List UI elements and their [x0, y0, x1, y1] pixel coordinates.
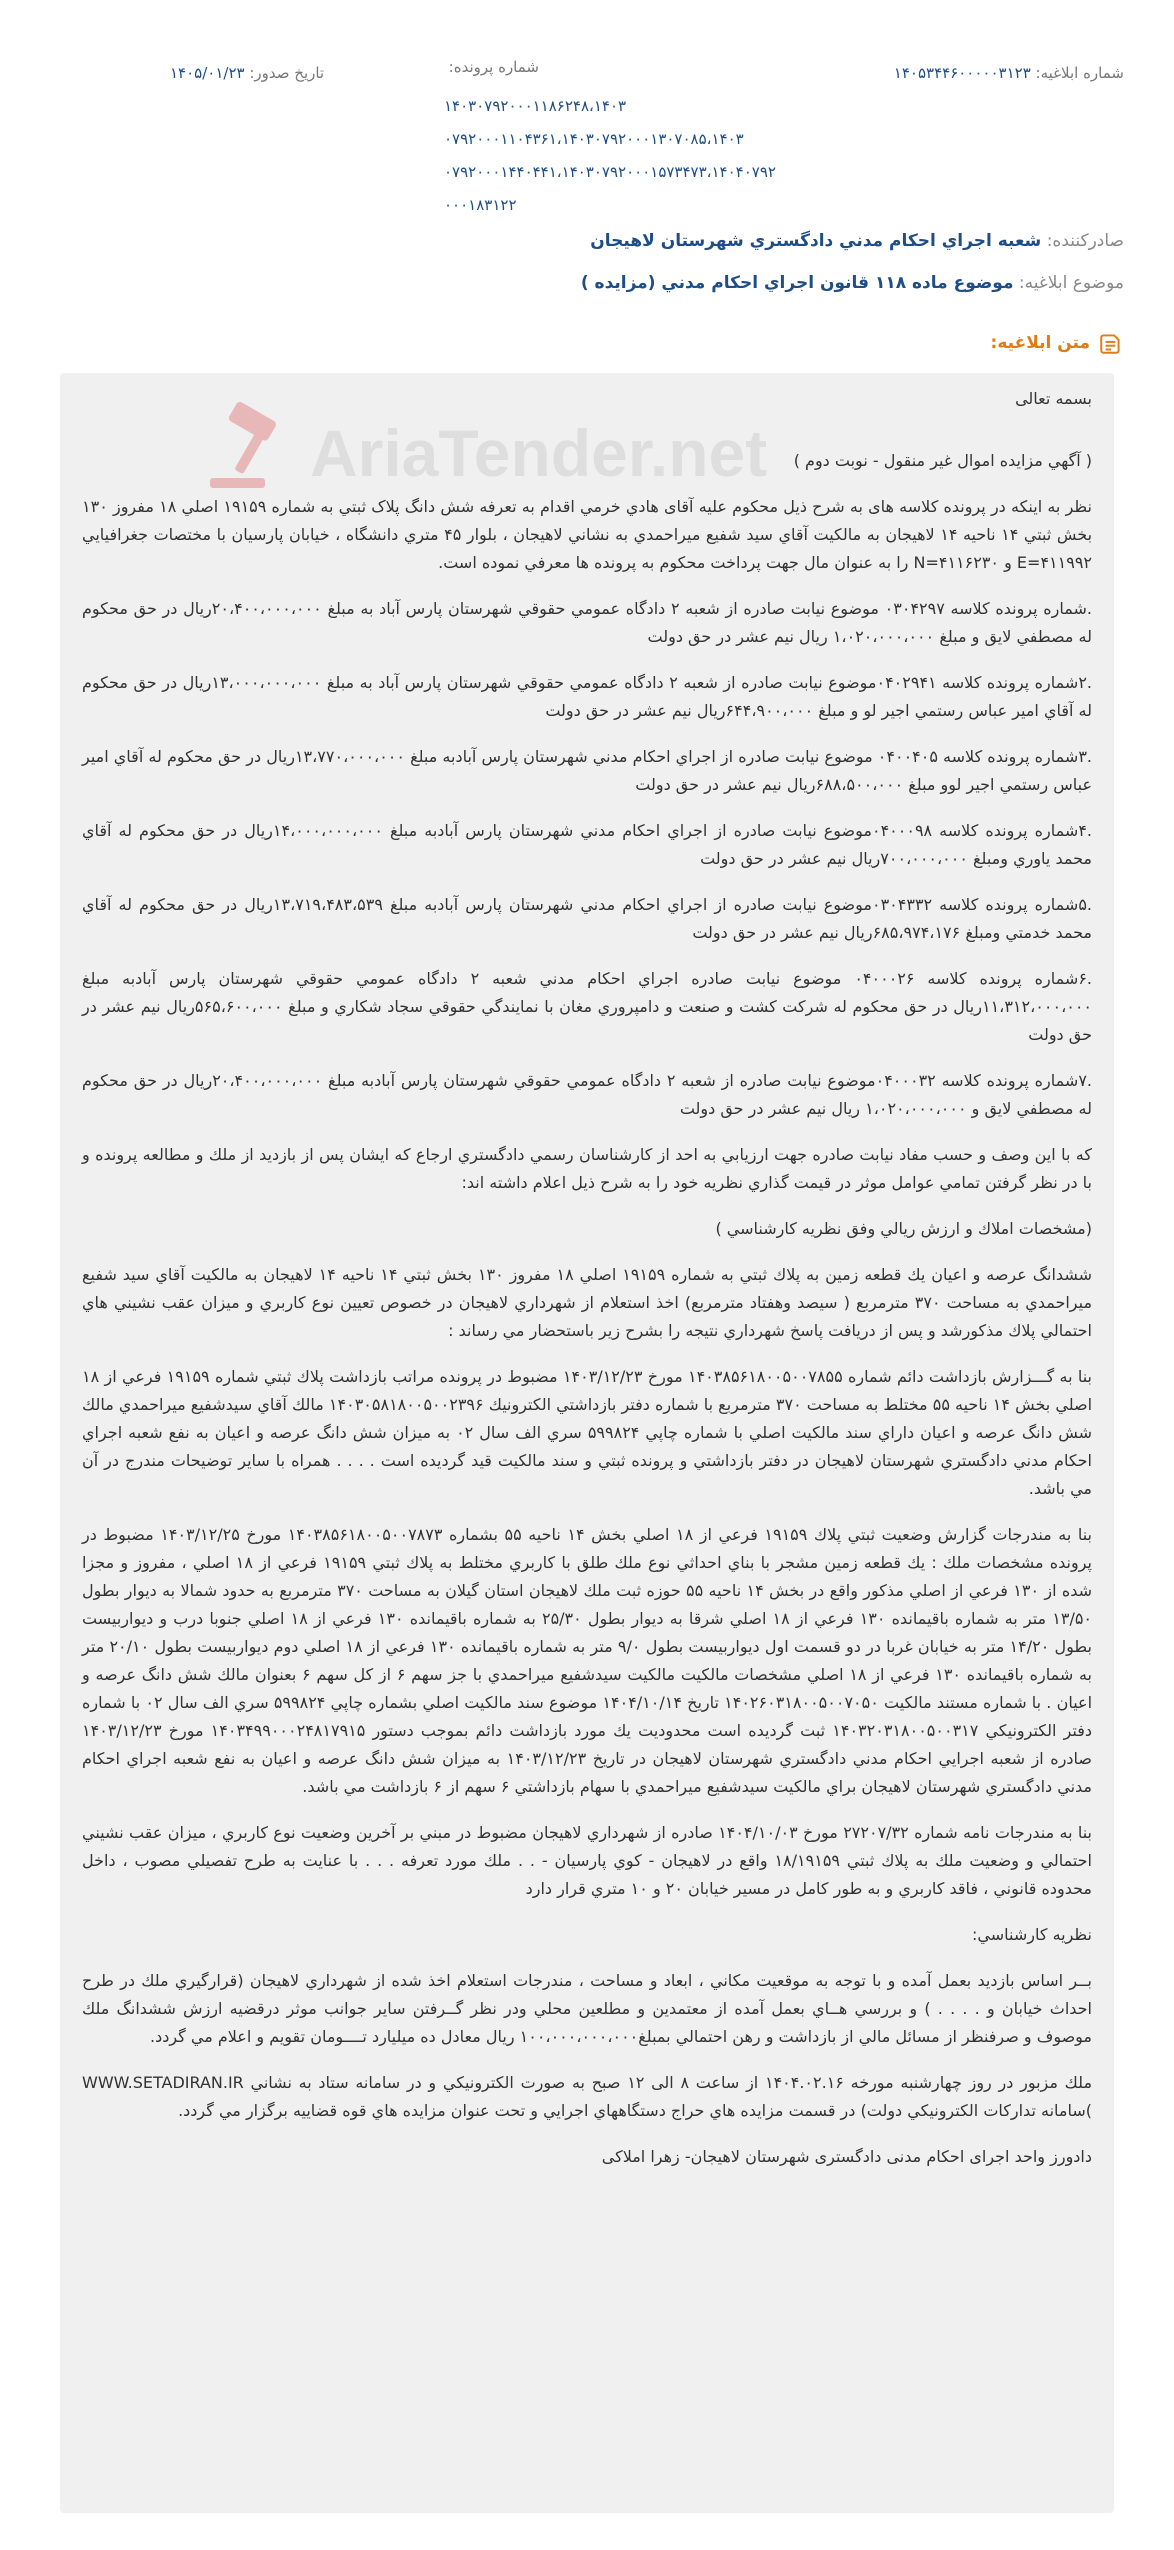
paragraph: دادورز واحد اجرای احکام مدنی دادگستری شهرستان لاهیجان- زهرا املاکی [601, 2147, 1092, 2166]
document-text-icon [1098, 330, 1124, 356]
paragraph: بــر اساس بازديد بعمل آمده و با توجه به موقعيت مكاني ، ابعاد و مساحت ، مندرجات استعلام اخذ شده از شهرداري لاهيجان (قرارگيري ملك در طرح احداث خيابان و . . . . ) و بررسي هــاي بعمل آمده از معتمدين و مطلعين محلي ودر نظر گــرفتن ساير جوانب موثر درقضيه ارزش ششدانگ ملك موصوف و صرفنظر از مسائل مالي از بازداشت و رهن احتمالي بمبلغ۱۰۰،۰۰۰،۰۰۰،۰۰۰ ريال معادل ده ميليارد تــــومان تقويم و اعلام مي گردد. [82, 1971, 1092, 2046]
paragraph: .۷شماره پرونده کلاسه ۰۴۰۰۰۳۲موضوع نيابت صادره از شعبه ۲ دادگاه عمومي حقوقي شهرستان پارس آبادبه مبلغ ۲۰،۴۰۰،۰۰۰،۰۰۰ريال در حق محكوم له مصطفي لايق و ۱،۰۲۰،۰۰۰،۰۰۰ ريال نيم عشر در حق دولت [82, 1071, 1092, 1118]
paragraph: كه با اين وصف و حسب مفاد نيابت صادره جهت ارزيابي به احد از كارشناسان رسمي دادگستري ارجاع كه ايشان پس از بازديد از ملك و مطالعه پرونده و با در نظر گرفتن تمامي عوامل موثر در قيمت گذاري نظريه خود را به شرح ذيل اعلام داشته اند: [82, 1145, 1092, 1192]
issue-date [170, 58, 324, 88]
paragraph: .۳شماره پرونده کلاسه ۰۴۰۰۴۰۵ موضوع نيابت صادره از اجراي احكام مدني شهرستان پارس آبادبه مبلغ ۱۳،۷۷۰،۰۰۰،۰۰۰ريال در حق محكوم له آقاي امير عباس رستمي اجير لوو مبلغ ۶۸۸،۵۰۰،۰۰۰ريال نيم عشر در حق دولت [82, 747, 1092, 794]
paragraph: نظر به اینکه در پرونده کلاسه های به شرح ذیل محکوم علیه آقای هادي خرمي اقدام به تعرفه شش دانگ پلاک ثبتي به شماره ۱۹۱۵۹ اصلي ۱۸ مفروز ۱۳۰ بخش ثبتي ۱۴ ناحيه ۱۴ لاهيجان به مالكيت آقاي سيد شفيع ميراحمدي به نشاني لاهيجان ، بلوار ۴۵ متري دانشگاه ، خيابان پارسيان با مختصات جغرافيايي ۴۱۱۹۹۲=E و ۴۱۱۶۲۳۰=N را به عنوان مال جهت پرداخت محكوم به پرونده ها معرفي نموده است. [82, 497, 1093, 572]
case-numbers [444, 90, 776, 222]
paragraph: .شماره پرونده کلاسه ۰۳۰۴۲۹۷ موضوع نيابت صادره از شعبه ۲ دادگاه عمومي حقوقي شهرستان پارس آباد به مبلغ ۲۰،۴۰۰،۰۰۰،۰۰۰ريال در حق محكوم له مصطفي لايق و مبلغ ۱،۰۲۰،۰۰۰،۰۰۰ ريال نيم عشر در حق دولت [82, 599, 1092, 646]
paragraph: ( آگهي مزايده اموال غير منقول - نوبت دوم ) [793, 451, 1092, 470]
case-number-line: ۰۷۹۲۰۰۰۱۴۴۰۴۴۱،۱۴۰۳۰۷۹۲۰۰۰۱۵۷۳۴۷۳،۱۴۰۴۰۷۹۲ [444, 163, 776, 181]
watermark-text: AriaTender.net [310, 416, 768, 490]
case-number-line: ۰۷۹۲۰۰۰۱۱۰۴۳۶۱،۱۴۰۳۰۷۹۲۰۰۰۱۳۰۷۰۸۵،۱۴۰۳ [444, 130, 744, 148]
case-number-line: ۰۰۰۱۸۳۱۲۲ [444, 196, 517, 214]
paragraph: .۵شماره پرونده کلاسه ۰۳۰۴۳۳۲موضوع نيابت صادره از اجراي احكام مدني شهرستان پارس آبادبه مبلغ ۱۳،۷۱۹،۴۸۳،۵۳۹ريال در حق محكوم له آقاي محمد خدمتي ومبلغ ۶۸۵،۹۷۴،۱۷۶ريال نيم عشر در حق دولت [82, 895, 1093, 942]
paragraph: بنا به مندرجات گزارش وضعيت ثبتي پلاك ۱۹۱۵۹ فرعي از ۱۸ اصلي بخش ۱۴ ناحيه ۵۵ بشماره ۱۴۰۳۸۵۶۱۸۰۰۵۰۰۷۸۷۳ مورخ ۱۴۰۳/۱۲/۲۵ مضبوط در پرونده مشخصات ملك : يك قطعه زمين مشجر با بناي احداثي نوع ملك طلق با كاربري مختلط به پلاك ثبتي ۱۹۱۵۹ فرعي از ۱۸ اصلي ، مفروز و مجزا شده از ۱۳۰ فرعي از اصلي مذكور واقع در بخش ۱۴ ناحيه ۵۵ حوزه ثبت ملك لاهيجان استان گيلان به مساحت ۳۷۰ مترمربع به حدود شمالا به ديوار بطول ۱۳/۵۰ متر به شماره باقيمانده ۱۳۰ فرعي از ۱۸ اصلي شرقا به ديوار بطول ۲۵/۳۰ به شماره باقيمانده ۱۳۰ فرعي از ۱۸ اصلي جنوبا درب و ديواربيست بطول ۱۴/۲۰ متر به خيابان غربا در دو قسمت اول ديواربيست بطول ۹/۰ متر به شماره باقيمانده ۱۳۰ فرعي از ۱۸ اصلي دوم ديواربيست بطول ۲۰/۱۰ متر به شماره باقيمانده ۱۳۰ فرعي از ۱۸ اصلي مشخصات مالكيت مالكيت سيدشفيع ميراحمدي با جز سهم ۶ از كل سهم ۶ بعنوان مالك شش دانگ عرصه و اعيان . با شماره مستند مالكيت ۱۴۰۲۶۰۳۱۸۰۰۵۰۰۷۰۵۰ تاريخ ۱۴۰۴/۱۰/۱۴ موضوع سند مالكيت اصلي بشماره چاپي ۵۹۹۸۲۴ سري الف سال ۰۲ با شماره دفتر الكترونيكي ۱۴۰۳۲۰۳۱۸۰۰۵۰۰۳۱۷ ثبت گرديده است محدوديت يك مورد بازداشت دائم بموجب دستور ۱۴۰۳۴۹۹۰۰۰۲۴۸۱۷۹۱۵ مورخ ۱۴۰۳/۱۲/۲۳ صادره از شعبه اجرايي احكام مدني دادگستري شهرستان لاهيجان در تاريخ ۱۴۰۳/۱۲/۲۳ به ميزان شش دانگ عرصه و اعيان به نفع شعبه اجراي احكام مدني دادگستري شهرستان لاهيجان براي مالكيت سيدشفيع ميراحمدي با سهام بازداشتي ۶ سهم از ۶ بازداشت مي باشد. [82, 1525, 1093, 1796]
paragraph: ششدانگ عرصه و اعيان يك قطعه زمين به پلاك ثبتي به شماره ۱۹۱۵۹ اصلي ۱۸ مفروز ۱۳۰ بخش ثبتي ۱۴ ناحيه ۱۴ لاهيجان به مالكيت آقاي سيد شفيع ميراحمدي به مساحت ۳۷۰ مترمربع ( سيصد وهفتاد مترمربع) اخذ استعلام از شهرداري لاهيجان در خصوص تعيين نوع كاربري و ميزان عقب نشيني هاي احتمالي پلاك مذكورشد و پس از دريافت پاسخ شهرداري نتيجه را بشرح زير باستحضار مي رساند : [82, 1265, 1093, 1340]
issue-date-value: ۱۴۰۵/۰۱/۲۳ [170, 64, 245, 82]
paragraph: .۴شماره پرونده کلاسه ۰۴۰۰۰۹۸موضوع نيابت صادره از اجراي احكام مدني شهرستان پارس آبادبه مبلغ ۱۴،۰۰۰،۰۰۰،۰۰۰ريال در حق محكوم له آقاي محمد ياوري ومبلغ ۷۰۰،۰۰۰،۰۰۰ريال نيم عشر در حق دولت [82, 821, 1093, 868]
gavel-logo-icon [200, 400, 300, 500]
notice-body-text [82, 385, 1092, 2189]
paragraph: بنا به گـــزارش بازداشت دائم شماره ۱۴۰۳۸۵۶۱۸۰۰۵۰۰۷۸۵۵ مورخ ۱۴۰۳/۱۲/۲۳ مضبوط در پرونده مراتب بازداشت پلاك ثبتي شماره ۱۹۱۵۹ فرعي از ۱۸ اصلي بخش ۱۴ ناحيه ۵۵ مختلط به مساحت ۳۷۰ مترمربع با شماره دفتر بازداشتي الكترونيك ۱۴۰۳۰۵۸۱۸۰۰۵۰۰۲۳۹۶ مالك آقاي سيدشفيع ميراحمدي مالك شش دانگ عرصه و اعيان داراي سند مالكيت اصلي با شماره چاپي ۵۹۹۸۲۴ سري الف سال ۰۲ به ميزان شش دانگ عرصه و اعيان به نفع شعبه اجراي احكام مدني دادگستري شهرستان لاهيجان در دفتر بازداشتي و پرونده ثبتي و سند مالكيت قيد گرديده است . . . . همراه با ساير توضيحات مندرج در آن مي باشد. [82, 1367, 1093, 1498]
issue-date-label: تاريخ صدور: [249, 64, 325, 82]
paragraph: بنا به مندرجات نامه شماره ۲۷۲۰۷/۳۲ مورخ ۱۴۰۴/۱۰/۰۳ صادره از شهرداري لاهيجان مضبوط در مبني بر آخرين وضعيت نوع كاربري ، ميزان عقب نشيني احتمالي و وضعيت ملك به پلاك ثبتي ۱۸/۱۹۱۵۹ واقع در لاهيجان - كوي پارسيان - . . ملك مورد تعرفه . . . با عنايت به طرح تفصيلي مصوب ، داخل محدوده قانوني ، فاقد كاربري و به طور كامل در مسير خيابان ۲۰ و ۱۰ متري قرار دارد [82, 1823, 1093, 1898]
subject-line [581, 268, 1124, 298]
notice-number-value: ۱۴۰۵۳۴۴۶۰۰۰۰۰۳۱۲۳ [893, 64, 1031, 82]
notice-text-title [991, 330, 1124, 356]
paragraph: ملك مزبور در روز چهارشنبه مورخه ۱۴۰۴.۰۲.۱۶ از ساعت ۸ الی ۱۲ صبح به صورت الكترونيكي و در سامانه ستاد به نشاني WWW.SETADIRAN.IR )سامانه تداركات الكترونيكي دولت) در قسمت مزايده هاي حراج دستگاههاي اجرايي و تحت عنوان مزايده هاي قوه قضاييه برگزار مي گردد. [82, 2073, 1093, 2120]
notice-number [894, 58, 1124, 88]
case-number-line: ۱۴۰۳۰۷۹۲۰۰۰۱۱۸۶۲۴۸،۱۴۰۳ [444, 97, 627, 115]
paragraph: .۲شماره پرونده کلاسه ۰۴۰۲۹۴۱موضوع نيابت صادره از شعبه ۲ دادگاه عمومي حقوقي شهرستان پارس آباد به مبلغ ۱۳،۰۰۰،۰۰۰،۰۰۰ريال در حق محكوم له آقاي امير عباس رستمي اجير لو و مبلغ ۶۴۴،۹۰۰،۰۰۰ريال نيم عشر در حق دولت [82, 673, 1092, 720]
paragraph: (مشخصات املاك و ارزش ريالي وفق نظريه كارشناسي ) [715, 1219, 1092, 1238]
notice-text-title-label: متن ابلاغیه: [990, 333, 1090, 353]
watermark [200, 395, 768, 505]
issuer-value: شعبه اجراي احكام مدني دادگستري شهرستان لاهيجان [590, 231, 1042, 251]
case-number-label: شماره پرونده: [448, 58, 539, 76]
subject-label: موضوع ابلاغیه: [1018, 273, 1124, 293]
paragraph: نظريه كارشناسي: [972, 1925, 1092, 1944]
notice-number-label: شماره ابلاغيه: [1035, 64, 1124, 82]
issuer-line [590, 226, 1124, 256]
subject-value: موضوع ماده ۱۱۸ قانون اجراي احكام مدني (مزايده ) [580, 273, 1014, 293]
paragraph: .۶شماره پرونده کلاسه ۰۴۰۰۰۲۶ موضوع نيابت صادره اجراي احكام مدني شعبه ۲ دادگاه عمومي حقوقي شهرستان پارس آبادبه مبلغ ۱۱،۳۱۲،۰۰۰،۰۰۰ريال در حق محكوم له شركت كشت و صنعت و دامپروري مغان با نمايندگي حقوقي سجاد شكاري و مبلغ ۵۶۵،۶۰۰،۰۰۰ريال نيم عشر در حق دولت [82, 969, 1093, 1044]
paragraph: بسمه تعالی [1015, 389, 1092, 408]
issuer-label: صادرکننده: [1046, 231, 1124, 251]
notice-body [60, 373, 1114, 2513]
